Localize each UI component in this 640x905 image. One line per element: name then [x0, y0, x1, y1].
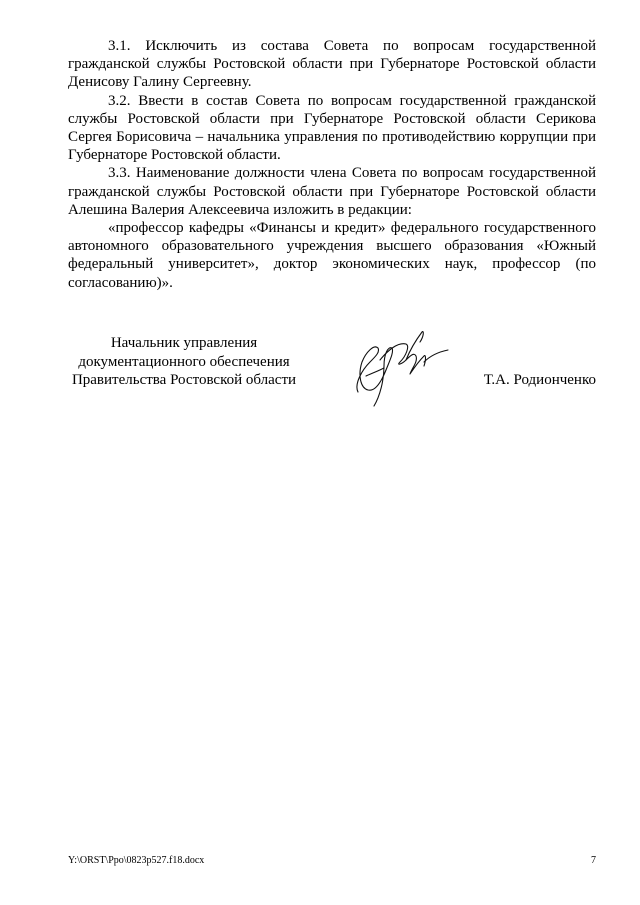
paragraph-3-1: 3.1. Исключить из состава Совета по вопросам государственной гражданской службы Ростовской области при Губернаторе Ростовской области Денисову Галину Сергеевну. [68, 38, 596, 91]
paragraph-new-wording: «профессор кафедры «Финансы и кредит» федерального государственного автономного образовательного учреждения высшего образования «Южный федеральный университет», доктор экономических наук, профессор (по согласованию)». [68, 220, 596, 291]
signatory-title [68, 334, 300, 390]
signatory-title-line: Правительства Ростовской области [71, 372, 297, 388]
signatory-name: Т.А. Родионченко [483, 372, 596, 388]
page-footer [68, 855, 596, 869]
document-body [68, 37, 596, 292]
page-number: 7 [591, 855, 596, 866]
signatory-title-line: Начальник управления [110, 335, 258, 351]
file-path: Y:\ORST\Ppo\0823p527.f18.docx [68, 855, 205, 866]
paragraph-3-2: 3.2. Ввести в состав Совета по вопросам государственной гражданской службы Ростовской области при Губернаторе Ростовской области Серикова Сергея Борисовича – начальника управления по противодействию коррупции при Губернаторе Ростовской области. [68, 92, 596, 164]
signature-block [68, 334, 596, 424]
signatory-title-line: документационного обеспечения [78, 353, 290, 370]
handwritten-signature [340, 322, 460, 412]
paragraph-3-3: 3.3. Наименование должности члена Совета по вопросам государственной гражданской службы Ростовской области при Губернаторе Ростовской области Алешина Валерия Алексеевича изложить в редакции: [68, 165, 596, 218]
